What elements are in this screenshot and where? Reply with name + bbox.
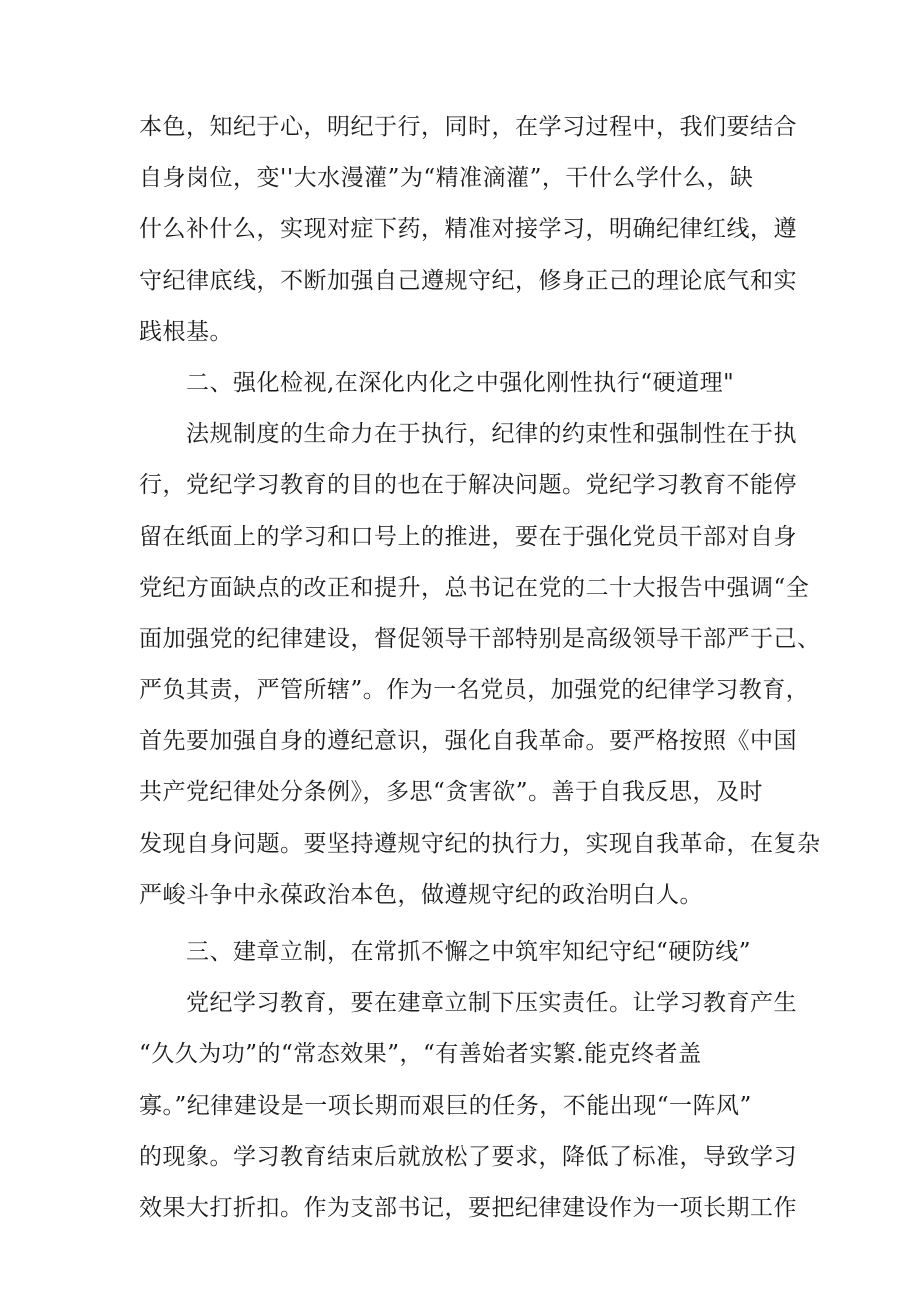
paragraph-line: 本色，知纪于心，明纪于行，同时，在学习过程中，我们要结合 [139, 114, 797, 140]
paragraph-line: 严负其责，严管所辖”。作为一名党员，加强党的纪律学习教育， [139, 677, 810, 704]
paragraph-line: 共产党纪律处分条例》，多思“贪害欲”。善于自我反思，及时 [139, 779, 764, 806]
paragraph-line: 自身岗位，变''大水漫灌”为“精准滴灌”，干什么学什么，缺 [139, 165, 754, 192]
paragraph-line: 效果大打折扣。作为支部书记，要把纪律建设作为一项长期工作 [139, 1194, 797, 1221]
paragraph-line: 党纪学习教育，要在建章立制下压实责任。让学习教育产生 [186, 990, 797, 1017]
paragraph-line: 践根基。 [139, 318, 233, 345]
paragraph-line: 面加强党的纪律建设，督促领导干部特别是高级领导干部严于己、 [139, 625, 821, 652]
paragraph-line: “久久为功”的“常态效果”，“有善始者实繁.能克终者盖 [139, 1041, 702, 1068]
paragraph-line: 守纪律底线，不断加强自己遵规守纪，修身正己的理论底气和实 [139, 267, 797, 294]
paragraph-line: 的现象。学习教育结束后就放松了要求，降低了标准，导致学习 [139, 1143, 797, 1170]
paragraph-line: 留在纸面上的学习和口号上的推进，要在于强化党员干部对自身 [139, 523, 797, 550]
paragraph-line: 寡。”纪律建设是一项长期而艰巨的任务，不能出现“一阵风” [139, 1092, 752, 1119]
paragraph-line: 法规制度的生命力在于执行，纪律的约束性和强制性在于执 [186, 421, 797, 448]
paragraph-line: 什么补什么，实现对症下药，精准对接学习，明确纪律红线，遵 [139, 216, 797, 243]
paragraph-line: 行，党纪学习教育的目的也在于解决问题。党纪学习教育不能停 [139, 472, 797, 499]
section-heading-3: 三、建章立制，在常抓不懈之中筑牢知纪守纪“硬防线” [186, 939, 752, 965]
paragraph-line: 首先要加强自身的遵纪意识，强化自我革命。要严格按照《中国 [139, 728, 797, 755]
paragraph-line: 党纪方面缺点的改正和提升，总书记在党的二十大报告中强调“全 [139, 574, 810, 601]
paragraph-line: 发现自身问题。要坚持遵规守纪的执行力，实现自我革命，在复杂 [139, 830, 821, 857]
paragraph-line: 严峻斗争中永葆政治本色，做遵规守纪的政治明白人。 [139, 881, 703, 908]
section-heading-2: 二、强化检视,在深化内化之中强化刚性执行“硬道理" [186, 369, 735, 396]
document-body [139, 102, 821, 1234]
